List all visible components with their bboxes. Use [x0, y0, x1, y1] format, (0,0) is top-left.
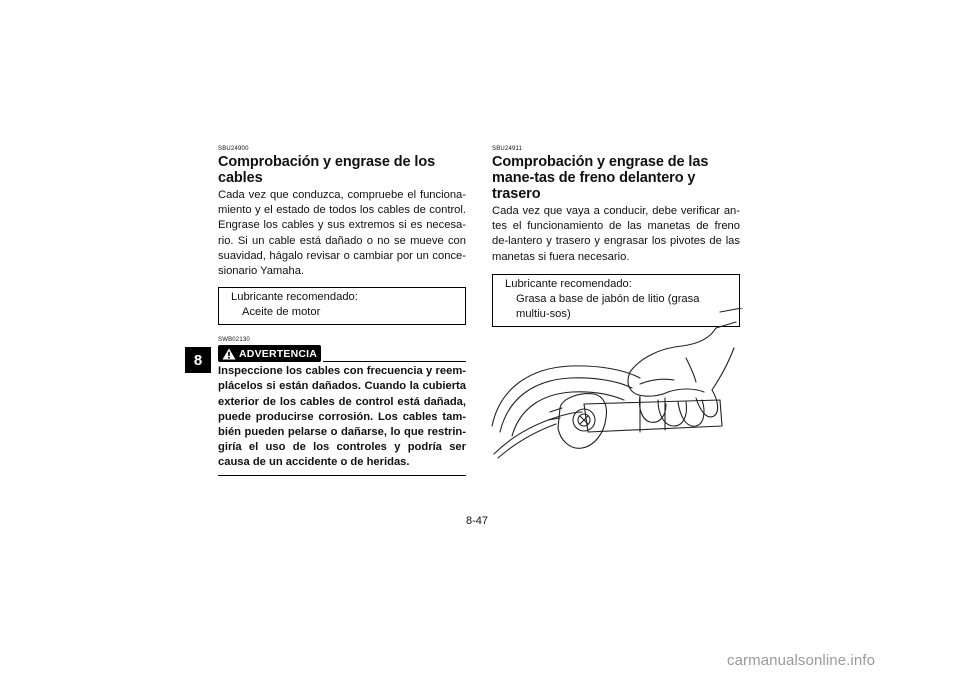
watermark[interactable]: carmanualsonline.info [727, 652, 876, 669]
section-body: Cada vez que vaya a conducir, debe verificar an-tes el funcionamiento de las manetas de freno de-lantero y trasero y engrasar los pivotes de las manetas si fuera necesario. [492, 205, 740, 263]
lubricant-label: Lubricante recomendado: [231, 291, 358, 304]
chapter-tab: 8 [185, 347, 211, 373]
warning-text: Inspeccione los cables con frecuencia y reem-plácelos si están dañados. Cuando la cubierta exterior de los cables de control está dañada, puede producirse corrosión. Los cables tam-bién pueden pelarse o dañarse, lo que restrin-giría el uso de los controles y podría ser causa de un accidente o de heridas. [218, 365, 466, 469]
left-column [218, 146, 466, 476]
lubricant-label: Lubricante recomendado: [505, 277, 632, 290]
lubricant-value: Grasa a base de jabón de litio (grasa multiu-sos) [516, 292, 700, 320]
right-column [492, 146, 740, 327]
warning-triangle-icon [222, 348, 236, 360]
brake-lever-illustration [490, 308, 746, 460]
warning-code: SWB02130 [218, 337, 250, 344]
warning-label: ADVERTENCIA [239, 347, 318, 360]
warning-rule [323, 361, 466, 362]
page-number: 8-47 [466, 515, 489, 527]
section-title: Comprobación y engrase de los cables [218, 154, 436, 186]
warning-header [218, 345, 466, 362]
warning-badge [218, 345, 321, 362]
section-body: Cada vez que conduzca, compruebe el funciona-miento y el estado de todos los cables de control. Engrase los cables y sus extremos si es necesa-rio. Si un cable está dañado o no se mueve con suavidad, hágalo revisar o cambiar por un conce-sionario Yamaha. [218, 189, 466, 278]
section-code: SBU24911 [492, 146, 523, 152]
lubricant-value: Aceite de motor [242, 306, 321, 319]
lubricant-box [218, 287, 466, 325]
section-code: SBU24900 [218, 146, 249, 152]
section-title: Comprobación y engrase de las mane-tas de freno delantero y trasero [492, 154, 709, 202]
warning-bottom-rule [218, 475, 466, 476]
